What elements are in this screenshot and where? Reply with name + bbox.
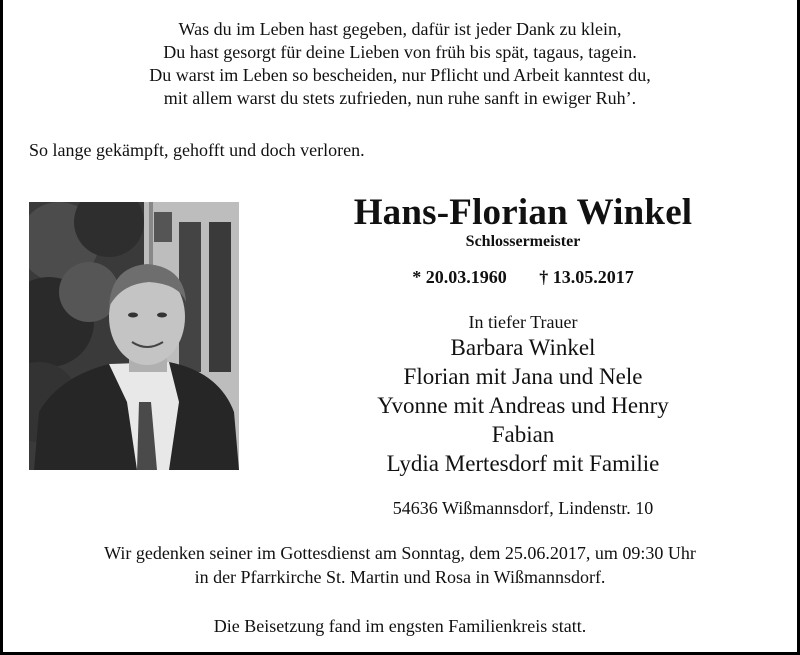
birth-date: * 20.03.1960 <box>412 267 507 287</box>
memorial-poem <box>3 18 797 110</box>
mourners-list <box>273 333 773 478</box>
service-line: in der Pfarrkirche St. Martin und Rosa in Wißmannsdorf. <box>194 567 606 587</box>
life-dates <box>273 265 773 289</box>
mourner-name: Florian mit Jana und Nele <box>403 364 643 389</box>
poem-line: Du warst im Leben so bescheiden, nur Pflicht und Arbeit kanntest du, <box>149 65 651 85</box>
mourner-name: Barbara Winkel <box>450 335 596 360</box>
portrait-photo <box>29 202 239 470</box>
motto-text: So lange gekämpft, gehofft und doch verloren. <box>29 140 365 160</box>
death-date: † 13.05.2017 <box>539 267 634 287</box>
mourner-name: Yvonne mit Andreas und Henry <box>377 393 669 418</box>
poem-line: Was du im Leben hast gegeben, dafür ist jeder Dank zu klein, <box>178 19 622 39</box>
deceased-name: Hans-Florian Winkel <box>353 192 693 233</box>
mourning-intro: In tiefer Trauer <box>468 312 578 332</box>
poem-line: mit allem warst du stets zufrieden, nun ruhe sanft in ewiger Ruh’. <box>163 88 637 108</box>
burial-note: Die Beisetzung fand im engsten Familienkreis statt. <box>213 616 587 636</box>
deceased-profession: Schlossermeister <box>465 233 581 250</box>
service-line: Wir gedenken seiner im Gottesdienst am Sonntag, dem 25.06.2017, um 09:30 Uhr <box>104 543 696 563</box>
poem-line: Du hast gesorgt für deine Lieben von früh bis spät, tagaus, tagein. <box>163 42 637 62</box>
family-address: 54636 Wißmannsdorf, Lindenstr. 10 <box>392 498 654 518</box>
mourner-name: Lydia Mertesdorf mit Familie <box>386 451 660 476</box>
memorial-service-info <box>3 541 797 589</box>
obituary-details <box>273 190 773 520</box>
mourner-name: Fabian <box>491 422 555 447</box>
